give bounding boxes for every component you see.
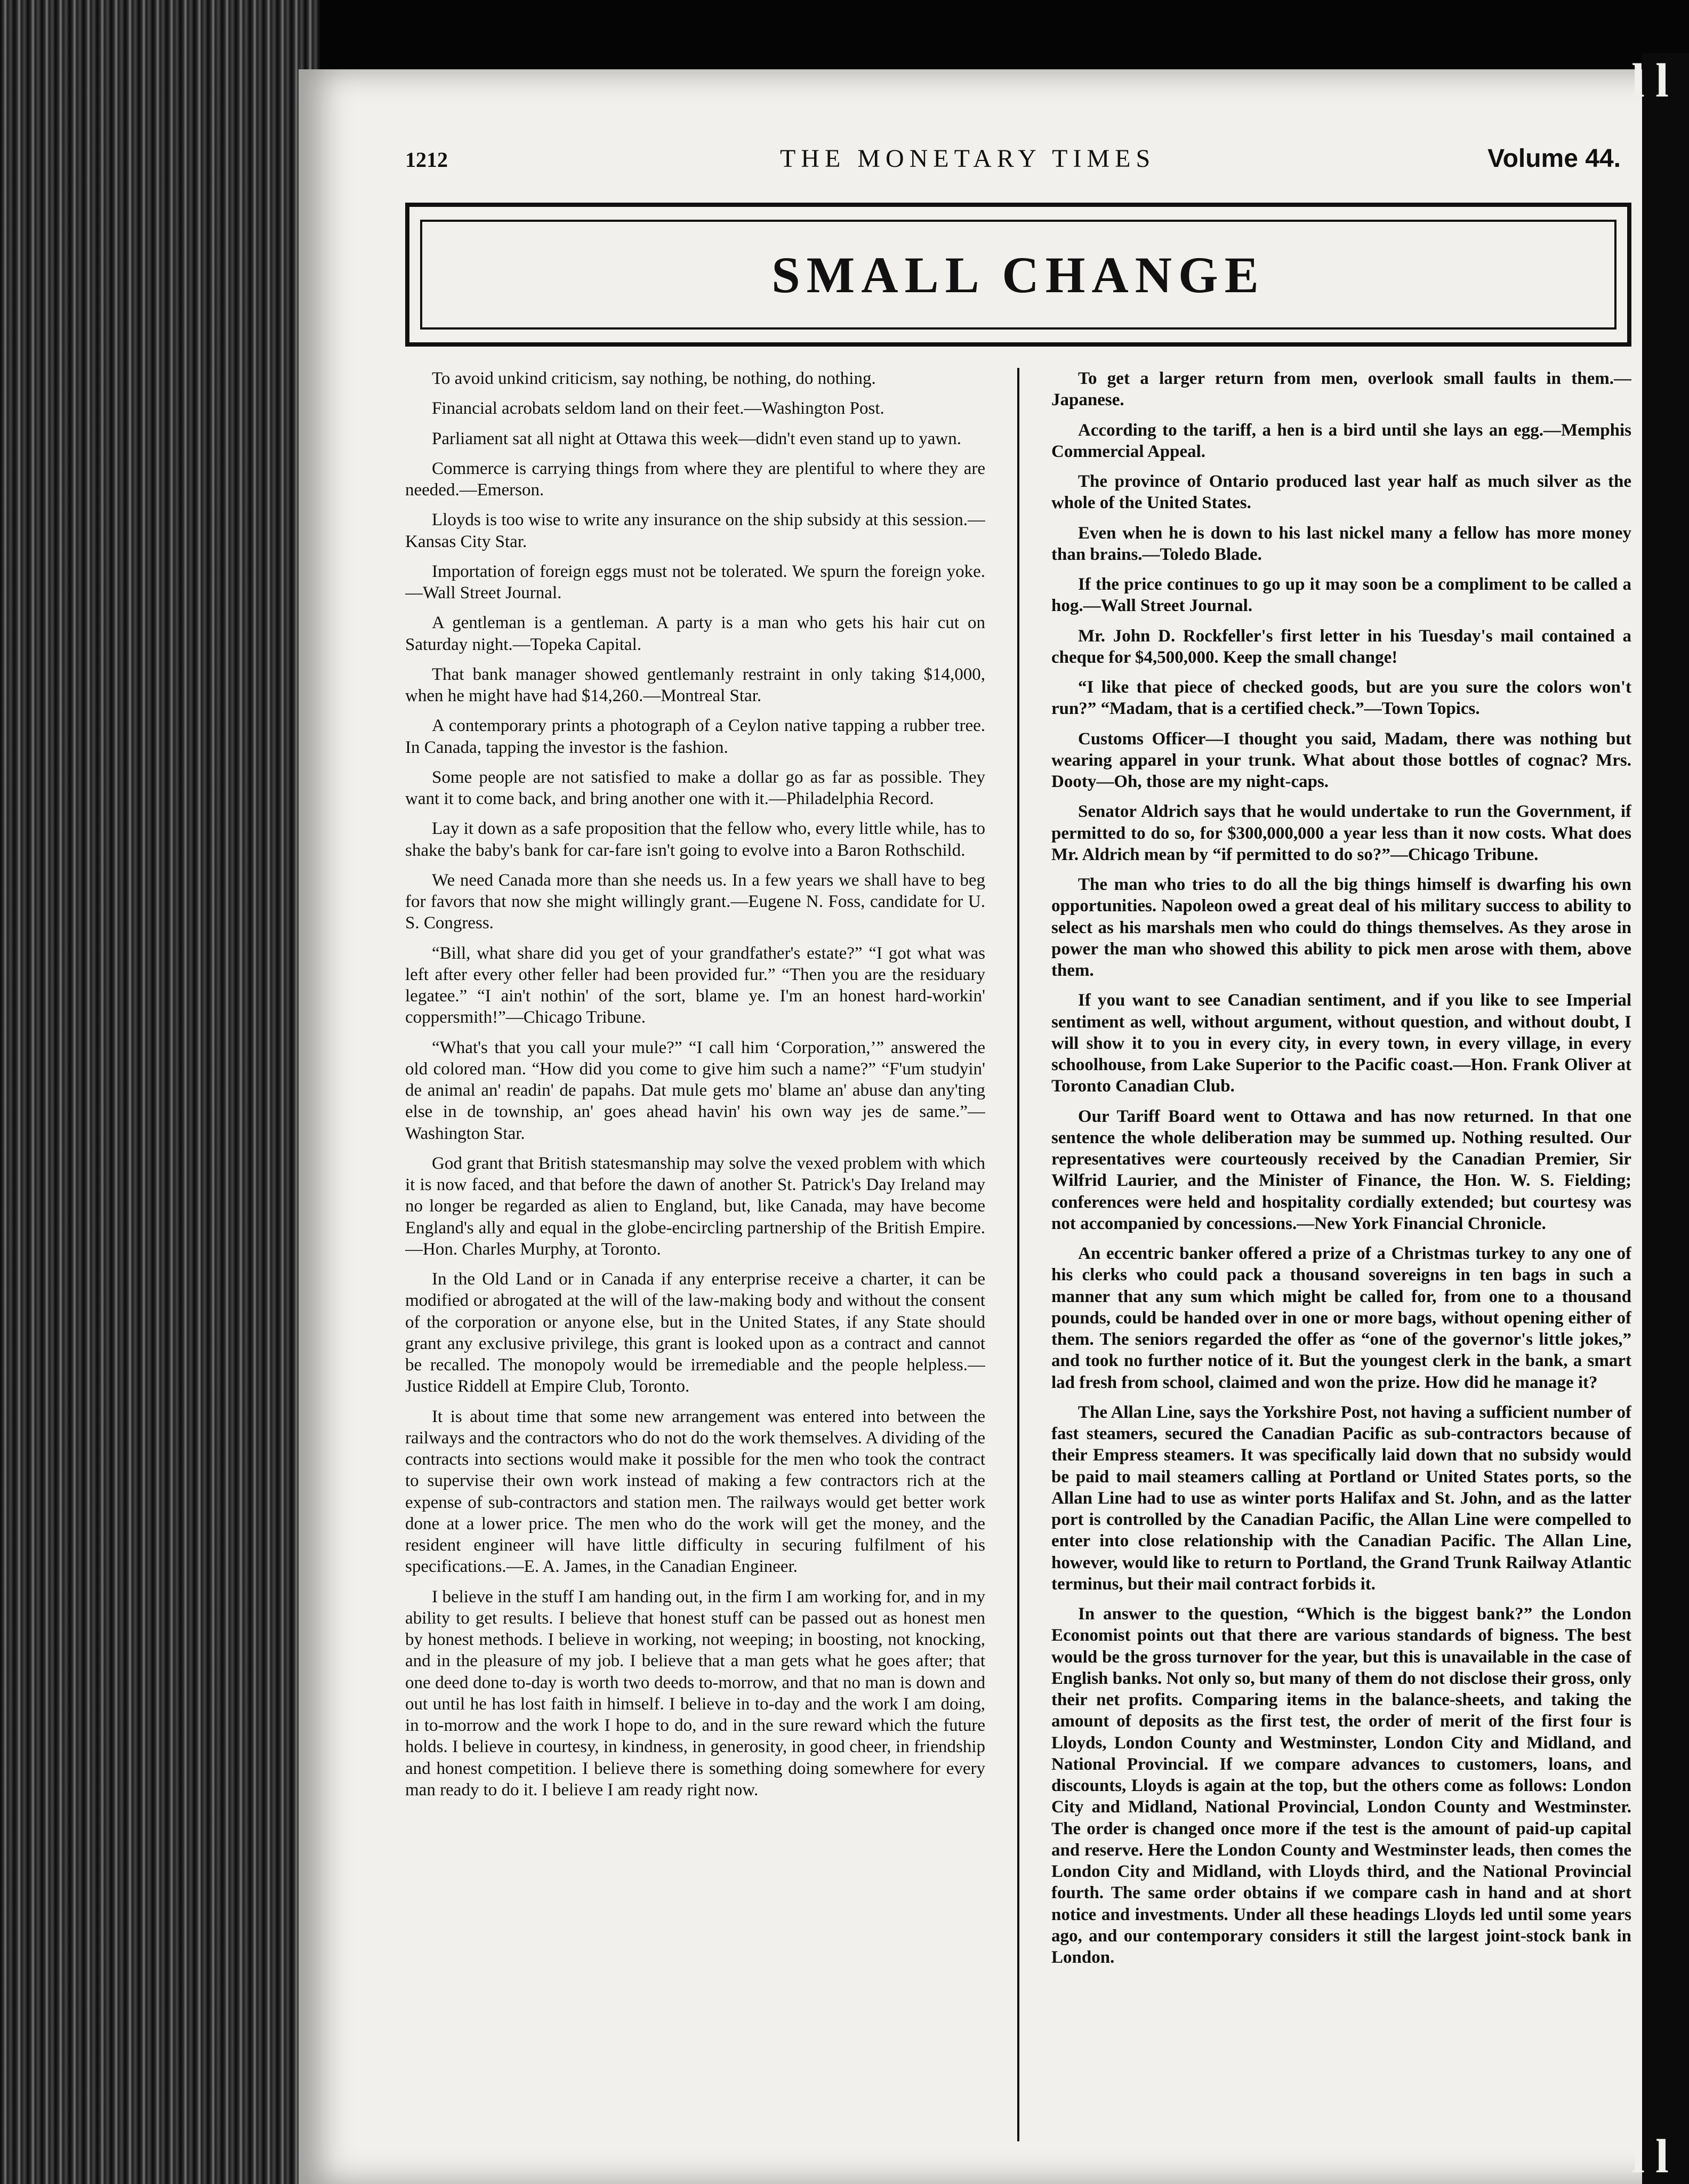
paragraph: “What's that you call your mule?” “I call him ‘Corporation,’” answered the old colored man. “How did you come to give him such a name?” “F'um studyin' de animal an' readin' de papahs. Dat mule gets mo' blame an' abuse dan any'ting else in de township, an' goes ahead havin' his own way jes de same.”—Washington Star. bbox=[405, 1038, 985, 1143]
journal-title: THE MONETARY TIMES bbox=[779, 144, 1156, 173]
book-page-edges bbox=[0, 0, 320, 2184]
paragraph: A contemporary prints a photograph of a Ceylon native tapping a rubber tree. In Canada, tapping the investor is the fashion. bbox=[405, 716, 985, 757]
paragraph: “I like that piece of checked goods, but are you sure the colors won't run?” “Madam, that is a certified check.”—Town Topics. bbox=[1051, 678, 1631, 719]
paragraph: If the price continues to go up it may soon be a compliment to be called a hog.—Wall Street Journal. bbox=[1051, 575, 1631, 616]
running-head bbox=[405, 144, 1621, 192]
paragraph: The man who tries to do all the big things himself is dwarfing his own opportunities. Napoleon owed a great deal of his military success to ability to select as his marshals men who could do things themselves. As they arose in power the man who showed this ability to pick men arose with them, above them. bbox=[1051, 875, 1631, 980]
paragraph: Financial acrobats seldom land on their feet.—Washington Post. bbox=[432, 399, 884, 419]
paragraph: We need Canada more than she needs us. In a few years we shall have to beg for favors that now she might willingly grant.—Eugene N. Foss, candidate for U. S. Congress. bbox=[405, 870, 985, 933]
paragraph: If you want to see Canadian sentiment, and if you like to see Imperial sentiment as well, without argument, without question, and without doubt, I will show it to you in every city, in every town, in every village, in every schoolhouse, from Lake Superior to the Pacific coast.—Hon. Frank Oliver at Toronto Canadian Club. bbox=[1051, 991, 1631, 1096]
right-column bbox=[1051, 368, 1631, 2141]
column-divider bbox=[1017, 368, 1019, 2141]
paragraph: Lay it down as a safe proposition that the fellow who, every little while, has to shake the baby's bank for car-fare isn't going to evolve into a Baron Rothschild. bbox=[405, 819, 985, 860]
page-number: 1212 bbox=[405, 148, 448, 172]
film-corner-marks-bottom: ll bbox=[1631, 2130, 1679, 2183]
section-title-box bbox=[405, 203, 1631, 347]
paragraph: According to the tariff, a hen is a bird until she lays an egg.—Memphis Commercial Appeal. bbox=[1051, 420, 1631, 461]
paragraph: That bank manager showed gentlemanly restraint in only taking $14,000, when he might have had $14,260.—Montreal Star. bbox=[405, 664, 985, 705]
paragraph: It is about time that some new arrangement was entered into between the railways and the contractors who do not do the work themselves. A dividing of the contracts into sections would make it possible for the men who took the contract to supervise their own work instead of making a few contractors rich at the expense of sub-contractors and station men. The railways would get better work done at a lower price. The men who do the work will get the money, and the resident engineer will have little difficulty in securing fulfilment of his specifications.—E. A. James, in the Canadian Engineer. bbox=[405, 1407, 985, 1577]
paragraph: Parliament sat all night at Ottawa this week—didn't even stand up to yawn. bbox=[432, 429, 961, 448]
paragraph: In the Old Land or in Canada if any enterprise receive a charter, it can be modified or abrogated at the will of the law-making body and without the consent of the corporation or anyone else, but in the United States, if any State should grant any exclusive privilege, this grant is looked upon as a contract and cannot be recalled. The monopoly would be irremediable and the people helpless.—Justice Riddell at Empire Club, Toronto. bbox=[405, 1270, 985, 1396]
paragraph: To get a larger return from men, overlook small faults in them.—Japanese. bbox=[1051, 369, 1631, 410]
paragraph: Lloyds is too wise to write any insurance on the ship subsidy at this session.—Kansas City Star. bbox=[405, 510, 985, 551]
section-title: SMALL CHANGE bbox=[771, 246, 1265, 303]
film-corner-marks-top: ll bbox=[1631, 54, 1679, 107]
paragraph: Mr. John D. Rockfeller's first letter in his Tuesday's mail contained a cheque for $4,500,000. Keep the small change! bbox=[1051, 626, 1631, 667]
paragraph: The province of Ontario produced last year half as much silver as the whole of the United States. bbox=[1051, 472, 1631, 513]
paragraph: To avoid unkind criticism, say nothing, be nothing, do nothing. bbox=[432, 369, 876, 388]
paragraph: Senator Aldrich says that he would undertake to run the Government, if permitted to do so, for $300,000,000 a year less than it now costs. What does Mr. Aldrich mean by “if permitted to do so?”—Chicago Tribune. bbox=[1051, 802, 1631, 864]
paragraph: Even when he is down to his last nickel many a fellow has more money than brains.—Toledo Blade. bbox=[1051, 523, 1631, 564]
article-columns bbox=[405, 368, 1631, 2141]
paragraph: Customs Officer—I thought you said, Madam, there was nothing but wearing apparel in your trunk. What about those bottles of cognac? Mrs. Dooty—Oh, those are my night-caps. bbox=[1051, 729, 1631, 791]
paragraph: In answer to the question, “Which is the biggest bank?” the London Economist points out that there are various standards of bigness. The best would be the gross turnover for the year, but this is unavailable in the case of English banks. Not only so, but many of them do not disclose their gross, only their net profits. Comparing items in the balance-sheets, and taking the amount of deposits as the first test, the order of merit of the first four is Lloyds, London County and Westminster, London City and Midland, and National Provincial. If we compare advances to customers, loans, and discounts, Lloyds is again at the top, but the others come as follows: London City and Midland, National Provincial, London County and Westminster. The order is changed once more if the test is the amount of paid-up capital and reserve. Here the London County and Westminster leads, then comes the London City and Midland, with Lloyds third, and the National Provincial fourth. The same order obtains if we compare cash in hand and at short notice and investments. Under all these headings Lloyds led until some years ago, and our contemporary considers it still the largest joint-stock bank in London. bbox=[1051, 1604, 1631, 1967]
paragraph: Importation of foreign eggs must not be tolerated. We spurn the foreign yoke.—Wall Street Journal. bbox=[405, 561, 985, 603]
paragraph: A gentleman is a gentleman. A party is a man who gets his hair cut on Saturday night.—Topeka Capital. bbox=[405, 613, 985, 654]
left-column bbox=[405, 368, 985, 2141]
paragraph: God grant that British statesmanship may solve the vexed problem with which it is now faced, and that before the dawn of another St. Patrick's Day Ireland may no longer be regarded as alien to England, but, like Canada, may have become England's ally and equal in the globe-encircling partnership of the British Empire.—Hon. Charles Murphy, at Toronto. bbox=[405, 1153, 985, 1259]
magazine-page bbox=[299, 69, 1663, 2184]
paragraph: I believe in the stuff I am handing out, in the firm I am working for, and in my ability to get results. I believe that honest stuff can be passed out as honest men by honest methods. I believe in working, not weeping; in boosting, not knocking, and in the pleasure of my job. I believe that a man gets what he goes after; that one deed done to-day is worth two deeds to-morrow, and that no man is down and out until he has lost faith in himself. I believe in to-day and the work I am doing, in to-morrow and the work I hope to do, and in the sure reward which the future holds. I believe in courtesy, in kindness, in generosity, in good cheer, in friendship and honest competition. I believe there is something doing somewhere for every man ready to do it. I believe I am ready right now. bbox=[405, 1587, 985, 1800]
paragraph: The Allan Line, says the Yorkshire Post, not having a sufficient number of fast steamers, secured the Canadian Pacific as sub-contractors because of their Empress steamers. It was specifically laid down that no subsidy would be paid to mail steamers calling at Portland or United States ports, so the Allan Line had to use as winter ports Halifax and St. John, and as the latter port is controlled by the Canadian Pacific, the Allan Line were compelled to enter into close relationship with the Canadian Pacific. The Allan Line, however, would like to return to Portland, the Grand Trunk Railway Atlantic terminus, but their mail contract forbids it. bbox=[1051, 1402, 1631, 1594]
paragraph: Some people are not satisfied to make a dollar go as far as possible. They want it to come back, and bring another one with it.—Philadelphia Record. bbox=[405, 767, 985, 808]
paragraph: Commerce is carrying things from where they are plentiful to where they are needed.—Emerson. bbox=[405, 459, 985, 500]
section-title-inner-frame bbox=[420, 220, 1616, 330]
paragraph: “Bill, what share did you get of your grandfather's estate?” “I got what was left after every other feller had been provided fur.” “Then you are the residuary legatee.” “I ain't nothin' of the sort, blame ye. I'm an honest hard-workin' coppersmith!”—Chicago Tribune. bbox=[405, 943, 985, 1027]
page-right-edge bbox=[1631, 53, 1689, 2184]
volume-label: Volume 44. bbox=[1487, 144, 1621, 173]
paragraph: An eccentric banker offered a prize of a Christmas turkey to any one of his clerks who could pack a thousand sovereigns in ten bags in such a manner that any sum which might be called for, from one to a thousand pounds, could be handed over in one or more bags, without opening either of them. The seniors regarded the offer as “one of the governor's little jokes,” and took no further notice of it. But the youngest clerk in the bank, a smart lad fresh from school, claimed and won the prize. How did he manage it? bbox=[1051, 1244, 1631, 1392]
paragraph: Our Tariff Board went to Ottawa and has now returned. In that one sentence the whole deliberation may be summed up. Nothing resulted. Our representatives were courteously received by the Canadian Premier, Sir Wilfrid Laurier, and the Minister of Finance, the Hon. W. S. Fielding; conferences were held and hospitality cordially extended; but courtesy was not accompanied by concessions.—New York Financial Chronicle. bbox=[1051, 1106, 1631, 1233]
